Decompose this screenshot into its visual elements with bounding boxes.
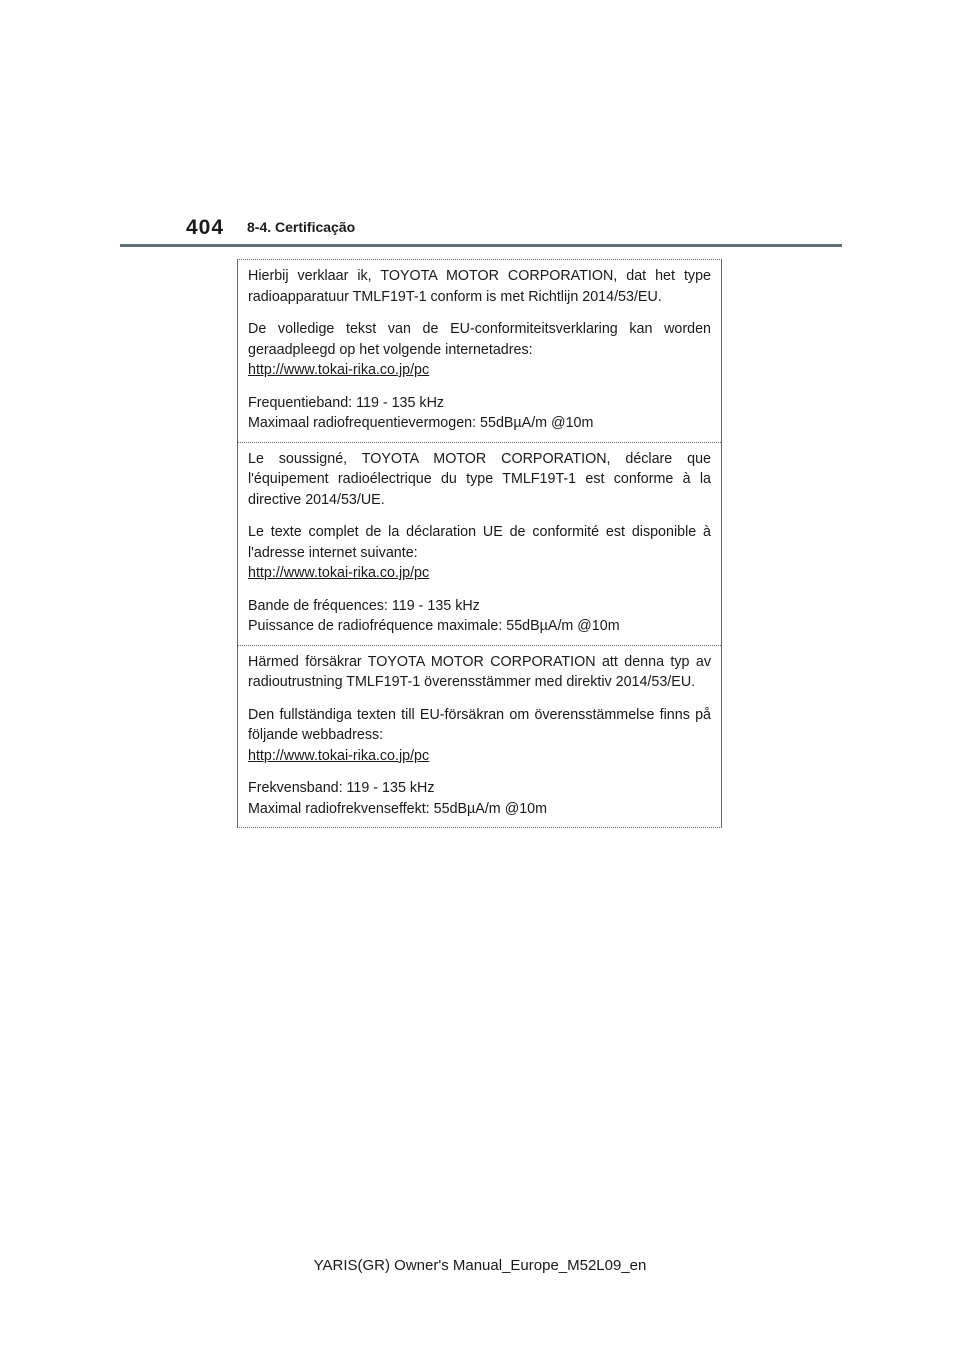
frequency-band: Frequentieband: 119 - 135 kHz [248,394,445,411]
section-title: 8-4. Certificação [247,219,356,235]
max-power: Puissance de radiofréquence maximale: 55dBµA/m @10m [248,618,620,634]
declaration-text: Le soussigné, TOYOTA MOTOR CORPORATION, déclare que l'équipement radioélectrique du type TMLF19T-1 est conforme à la directive 2014/53/UE. [248,450,711,508]
frequency-band: Frekvensband: 119 - 135 kHz [248,780,435,796]
declaration-text: Härmed försäkrar TOYOTA MOTOR CORPORATION att denna typ av radioutrustning TMLF19T-1 överensstämmer med direktiv 2014/53/EU. [248,653,711,690]
full-text-notice: De volledige tekst van de EU-conformiteitsverklaring kan worden geraadpleegd op het volgende internetadres: [248,321,711,358]
frequency-band: Bande de fréquences: 119 - 135 kHz [248,597,480,614]
header-divider [120,244,842,247]
certification-link[interactable]: http://www.tokai-rika.co.jp/pc [248,747,430,764]
certification-link[interactable]: http://www.tokai-rika.co.jp/pc [248,565,430,581]
max-power: Maximaal radiofrequentievermogen: 55dBµA/m @10m [248,415,594,431]
declaration-text: Hierbij verklaar ik, TOYOTA MOTOR CORPORATION, dat het type radioapparatuur TMLF19T-1 conform is met Richtlijn 2014/53/EU. [248,268,711,305]
certification-section-dutch [238,260,721,442]
max-power: Maximal radiofrekvenseffekt: 55dBµA/m @10m [248,800,548,817]
full-text-notice: Den fullständiga texten till EU-försäkran om överensstämmelse finns på följande webbadress: [248,706,711,743]
certification-section-swedish [238,645,721,828]
certification-link[interactable]: http://www.tokai-rika.co.jp/pc [248,362,430,378]
certification-section-french [238,442,721,645]
page-number: 404 [186,216,225,239]
full-text-notice: Le texte complet de la déclaration UE de conformité est disponible à l'adresse internet suivante: [248,524,711,561]
footer-manual-id: YARIS(GR) Owner's Manual_Europe_M52L09_en [313,1257,647,1274]
certification-table [237,259,722,828]
